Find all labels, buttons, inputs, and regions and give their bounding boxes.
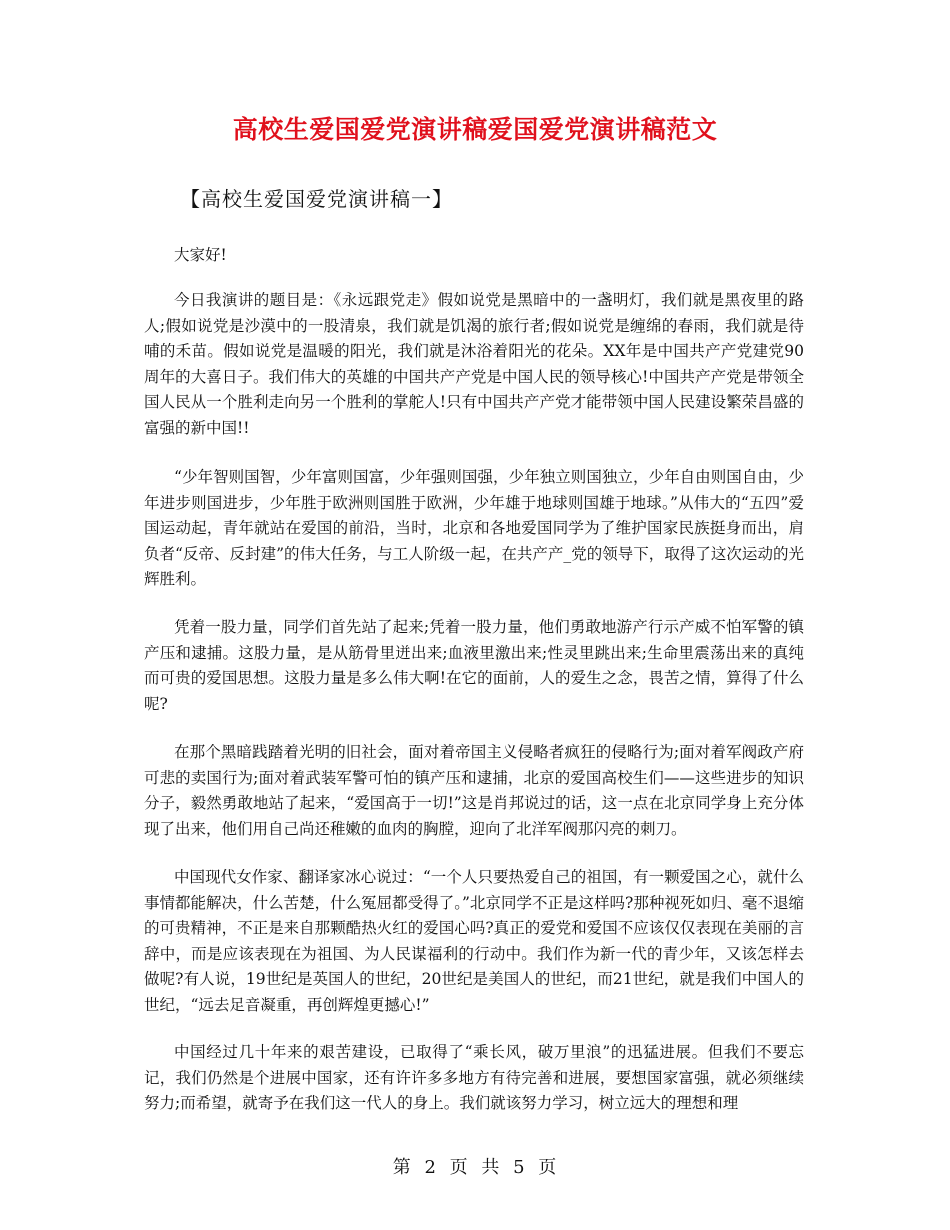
paragraph-6: 中国经过几十年来的艰苦建设，已取得了“乘长风，破万里浪”的迅猛进展。但我们不要忘记，我们仍然是个进展中国家，还有许许多多地方有待完善和进展，要想国家富强，就必须继续努力;而希望，就寄予在我们这一代人的身上。我们就该努力学习，树立远大的理想和理 xyxy=(144,1043,804,1112)
section-heading: 【高校生爱国爱党演讲稿一】 xyxy=(180,187,453,211)
greeting-line: 大家好! xyxy=(174,246,227,264)
paragraph-5: 中国现代女作家、翻译家冰心说过：“一个人只要热爱自己的祖国，有一颗爱国之心，就什么事情都能解决，什么苦楚，什么冤屈都受得了。”北京同学不正是这样吗?那种视死如归、毫不退缩的可贵精神，不正是来自那颗酷热火红的爱国心吗?真正的爱党和爱国不应该仅仅表现在美丽的言辞中，而是应该表现在为祖国、为人民谋福利的行动中。我们作为新一代的青少年，又该怎样去做呢?有人说，19世纪是英国人的世纪，20世纪是美国人的世纪，而21世纪，就是我们中国人的世纪，“远去足音凝重，再创辉煌更撼心!” xyxy=(144,868,804,1014)
paragraph-3: 凭着一股力量，同学们首先站了起来;凭着一股力量，他们勇敢地游产行示产威不怕军警的镇产压和逮捕。这股力量，是从筋骨里迸出来;血液里激出来;性灵里跳出来;生命里震荡出来的真纯而可贵的爱国思想。这股力量是多么伟大啊!在它的面前，人的爱生之念，畏苦之情，算得了什么呢? xyxy=(144,618,804,713)
paragraph-1: 今日我演讲的题目是：《永远跟党走》假如说党是黑暗中的一盏明灯，我们就是黑夜里的路人;假如说党是沙漠中的一股清泉，我们就是饥渴的旅行者;假如说党是缠绵的春雨，我们就是待哺的禾苗。假如说党是温暖的阳光，我们就是沐浴着阳光的花朵。XX年是中国共产产党建党90周年的大喜日子。我们伟大的英雄的中国共产产党是中国人民的领导核心!中国共产产党是带领全国人民从一个胜利走向另一个胜利的掌舵人!只有中国共产产党才能带领中国人民建设繁荣昌盛的富强的新中国!! xyxy=(144,291,804,437)
paragraph-4: 在那个黑暗践踏着光明的旧社会，面对着帝国主义侵略者疯狂的侵略行为;面对着军阀政产府可悲的卖国行为;面对着武装军警可怕的镇产压和逮捕，北京的爱国高校生们——这些进步的知识分子，毅然勇敢地站了起来，“爱国高于一切!”这是肖邦说过的话，这一点在北京同学身上充分体现了出来，他们用自己尚还稚嫩的血肉的胸膛，迎向了北洋军阀那闪亮的刺刀。 xyxy=(144,743,804,838)
document-title: 高校生爱国爱党演讲稿爱国爱党演讲稿范文 xyxy=(232,115,718,144)
page-number-footer: 第 2 页 共 5 页 xyxy=(392,1157,558,1178)
paragraph-2: “少年智则国智，少年富则国富，少年强则国强，少年独立则国独立，少年自由则国自由，少年进步则国进步，少年胜于欧洲则国胜于欧洲，少年雄于地球则国雄于地球。”从伟大的“五四”爱国运动起，青年就站在爱国的前沿，当时，北京和各地爱国同学为了维护国家民族挺身而出，肩负者“反帝、反封建”的伟大任务，与工人阶级一起，在共产产_党的领导下，取得了这次运动的光辉胜利。 xyxy=(144,468,804,588)
